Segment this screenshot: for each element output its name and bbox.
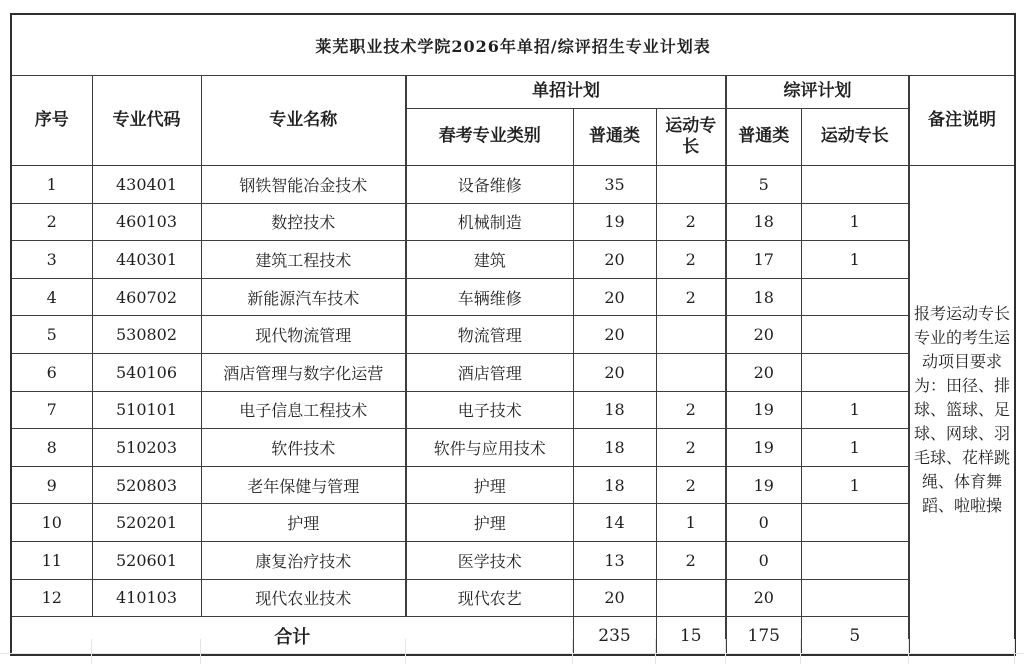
table-row — [11, 353, 1015, 391]
cell-category: 软件与应用技术 — [406, 429, 573, 467]
cell-no: 7 — [11, 391, 92, 429]
cell-zp-sports — [801, 316, 909, 354]
cell-zp-sports — [801, 353, 909, 391]
total-dz-regular: 235 — [573, 617, 656, 656]
cell-code: 530802 — [92, 316, 201, 354]
cell-zp-regular: 19 — [726, 429, 801, 467]
cell-zp-regular: 5 — [726, 166, 801, 204]
cell-major: 现代农业技术 — [201, 579, 406, 617]
cell-category: 护理 — [406, 466, 573, 504]
cell-dz-sports: 2 — [656, 241, 726, 279]
cell-zp-sports — [801, 166, 909, 204]
cell-code: 440301 — [92, 241, 201, 279]
table-row — [11, 278, 1015, 316]
cell-no: 12 — [11, 579, 92, 617]
cell-category: 设备维修 — [406, 166, 573, 204]
cell-code: 460702 — [92, 278, 201, 316]
table-row — [11, 466, 1015, 504]
cell-major: 软件技术 — [201, 429, 406, 467]
cell-zp-sports: 1 — [801, 429, 909, 467]
cell-zp-regular: 18 — [726, 203, 801, 241]
cell-major: 现代物流管理 — [201, 316, 406, 354]
cell-dz-sports — [656, 353, 726, 391]
cell-category: 建筑 — [406, 241, 573, 279]
cell-zp-sports: 1 — [801, 466, 909, 504]
cell-dz-sports — [656, 166, 726, 204]
enrollment-plan-table — [10, 13, 1016, 656]
cell-major: 电子信息工程技术 — [201, 391, 406, 429]
cell-dz-regular: 20 — [573, 316, 656, 354]
cell-major: 数控技术 — [201, 203, 406, 241]
cell-code: 510101 — [92, 391, 201, 429]
total-zp-regular: 175 — [726, 617, 801, 656]
cell-dz-sports: 2 — [656, 429, 726, 467]
cell-zp-regular: 0 — [726, 541, 801, 579]
header-remarks: 备注说明 — [909, 76, 1015, 166]
remarks-cell: 报考运动专长专业的考生运动项目要求为：田径、排球、篮球、足球、网球、羽毛球、花样跳绳、体育舞蹈、啦啦操 — [909, 166, 1015, 656]
cell-category: 物流管理 — [406, 316, 573, 354]
header-group-danzhao-plan: 单招计划 — [406, 76, 726, 109]
header-spring-exam-category: 春考专业类别 — [406, 109, 573, 166]
cell-code: 540106 — [92, 353, 201, 391]
cell-dz-sports: 2 — [656, 391, 726, 429]
table-row — [11, 316, 1015, 354]
cell-zp-sports: 1 — [801, 241, 909, 279]
table-row — [11, 241, 1015, 279]
cell-major: 建筑工程技术 — [201, 241, 406, 279]
cell-category: 现代农艺 — [406, 579, 573, 617]
cell-no: 9 — [11, 466, 92, 504]
cell-zp-sports — [801, 504, 909, 542]
cell-zp-regular: 18 — [726, 278, 801, 316]
total-label: 合计 — [11, 617, 573, 656]
cell-major: 康复治疗技术 — [201, 541, 406, 579]
cell-category: 机械制造 — [406, 203, 573, 241]
cell-no: 3 — [11, 241, 92, 279]
cell-category: 电子技术 — [406, 391, 573, 429]
cell-dz-regular: 35 — [573, 166, 656, 204]
cell-code: 520601 — [92, 541, 201, 579]
table-row — [11, 579, 1015, 617]
table-row — [11, 541, 1015, 579]
table-row — [11, 504, 1015, 542]
cell-no: 2 — [11, 203, 92, 241]
header-row-groups — [11, 76, 1015, 109]
cell-zp-sports — [801, 541, 909, 579]
cell-code: 510203 — [92, 429, 201, 467]
cell-category: 酒店管理 — [406, 353, 573, 391]
cell-dz-regular: 18 — [573, 429, 656, 467]
header-group-zongping-plan: 综评计划 — [726, 76, 909, 109]
cell-zp-regular: 19 — [726, 466, 801, 504]
cell-code: 520803 — [92, 466, 201, 504]
cell-zp-regular: 20 — [726, 353, 801, 391]
cell-major: 老年保健与管理 — [201, 466, 406, 504]
cell-code: 460103 — [92, 203, 201, 241]
header-zongping-regular: 普通类 — [726, 109, 801, 166]
cell-zp-regular: 20 — [726, 316, 801, 354]
cell-major: 酒店管理与数字化运营 — [201, 353, 406, 391]
header-zongping-sports: 运动专长 — [801, 109, 909, 166]
cell-dz-regular: 18 — [573, 391, 656, 429]
cell-dz-regular: 20 — [573, 241, 656, 279]
cell-dz-sports: 2 — [656, 278, 726, 316]
cell-no: 6 — [11, 353, 92, 391]
cell-dz-regular: 20 — [573, 353, 656, 391]
cell-zp-sports — [801, 579, 909, 617]
header-serial-no: 序号 — [11, 76, 92, 166]
cell-dz-sports: 2 — [656, 541, 726, 579]
table-title: 莱芜职业技术学院2026年单招/综评招生专业计划表 — [11, 14, 1015, 76]
cell-major: 新能源汽车技术 — [201, 278, 406, 316]
cell-no: 5 — [11, 316, 92, 354]
cell-dz-regular: 20 — [573, 278, 656, 316]
cell-no: 4 — [11, 278, 92, 316]
cell-category: 医学技术 — [406, 541, 573, 579]
cell-zp-sports — [801, 278, 909, 316]
cell-zp-regular: 17 — [726, 241, 801, 279]
cell-dz-sports: 2 — [656, 466, 726, 504]
cell-code: 410103 — [92, 579, 201, 617]
cell-zp-sports: 1 — [801, 203, 909, 241]
cell-category: 车辆维修 — [406, 278, 573, 316]
total-row — [11, 617, 1015, 656]
total-dz-sports: 15 — [656, 617, 726, 656]
cell-major: 护理 — [201, 504, 406, 542]
cell-dz-sports — [656, 579, 726, 617]
table-row — [11, 166, 1015, 204]
table-row — [11, 203, 1015, 241]
header-major-name: 专业名称 — [201, 76, 406, 166]
cell-zp-regular: 20 — [726, 579, 801, 617]
cell-zp-sports: 1 — [801, 391, 909, 429]
cell-no: 11 — [11, 541, 92, 579]
cell-dz-sports — [656, 316, 726, 354]
cell-dz-sports: 1 — [656, 504, 726, 542]
cell-dz-regular: 18 — [573, 466, 656, 504]
cell-code: 520201 — [92, 504, 201, 542]
cell-major: 钢铁智能冶金技术 — [201, 166, 406, 204]
cell-no: 1 — [11, 166, 92, 204]
cell-code: 430401 — [92, 166, 201, 204]
cell-no: 8 — [11, 429, 92, 467]
cell-zp-regular: 19 — [726, 391, 801, 429]
cell-dz-regular: 13 — [573, 541, 656, 579]
title-row — [11, 14, 1015, 76]
header-danzhao-regular: 普通类 — [573, 109, 656, 166]
cell-dz-regular: 14 — [573, 504, 656, 542]
cell-no: 10 — [11, 504, 92, 542]
cell-zp-regular: 0 — [726, 504, 801, 542]
header-major-code: 专业代码 — [92, 76, 201, 166]
table-row — [11, 429, 1015, 467]
cell-dz-sports: 2 — [656, 203, 726, 241]
table-row — [11, 391, 1015, 429]
cell-dz-regular: 19 — [573, 203, 656, 241]
cell-dz-regular: 20 — [573, 579, 656, 617]
cell-category: 护理 — [406, 504, 573, 542]
header-danzhao-sports: 运动专长 — [656, 109, 726, 166]
total-zp-sports: 5 — [801, 617, 909, 656]
